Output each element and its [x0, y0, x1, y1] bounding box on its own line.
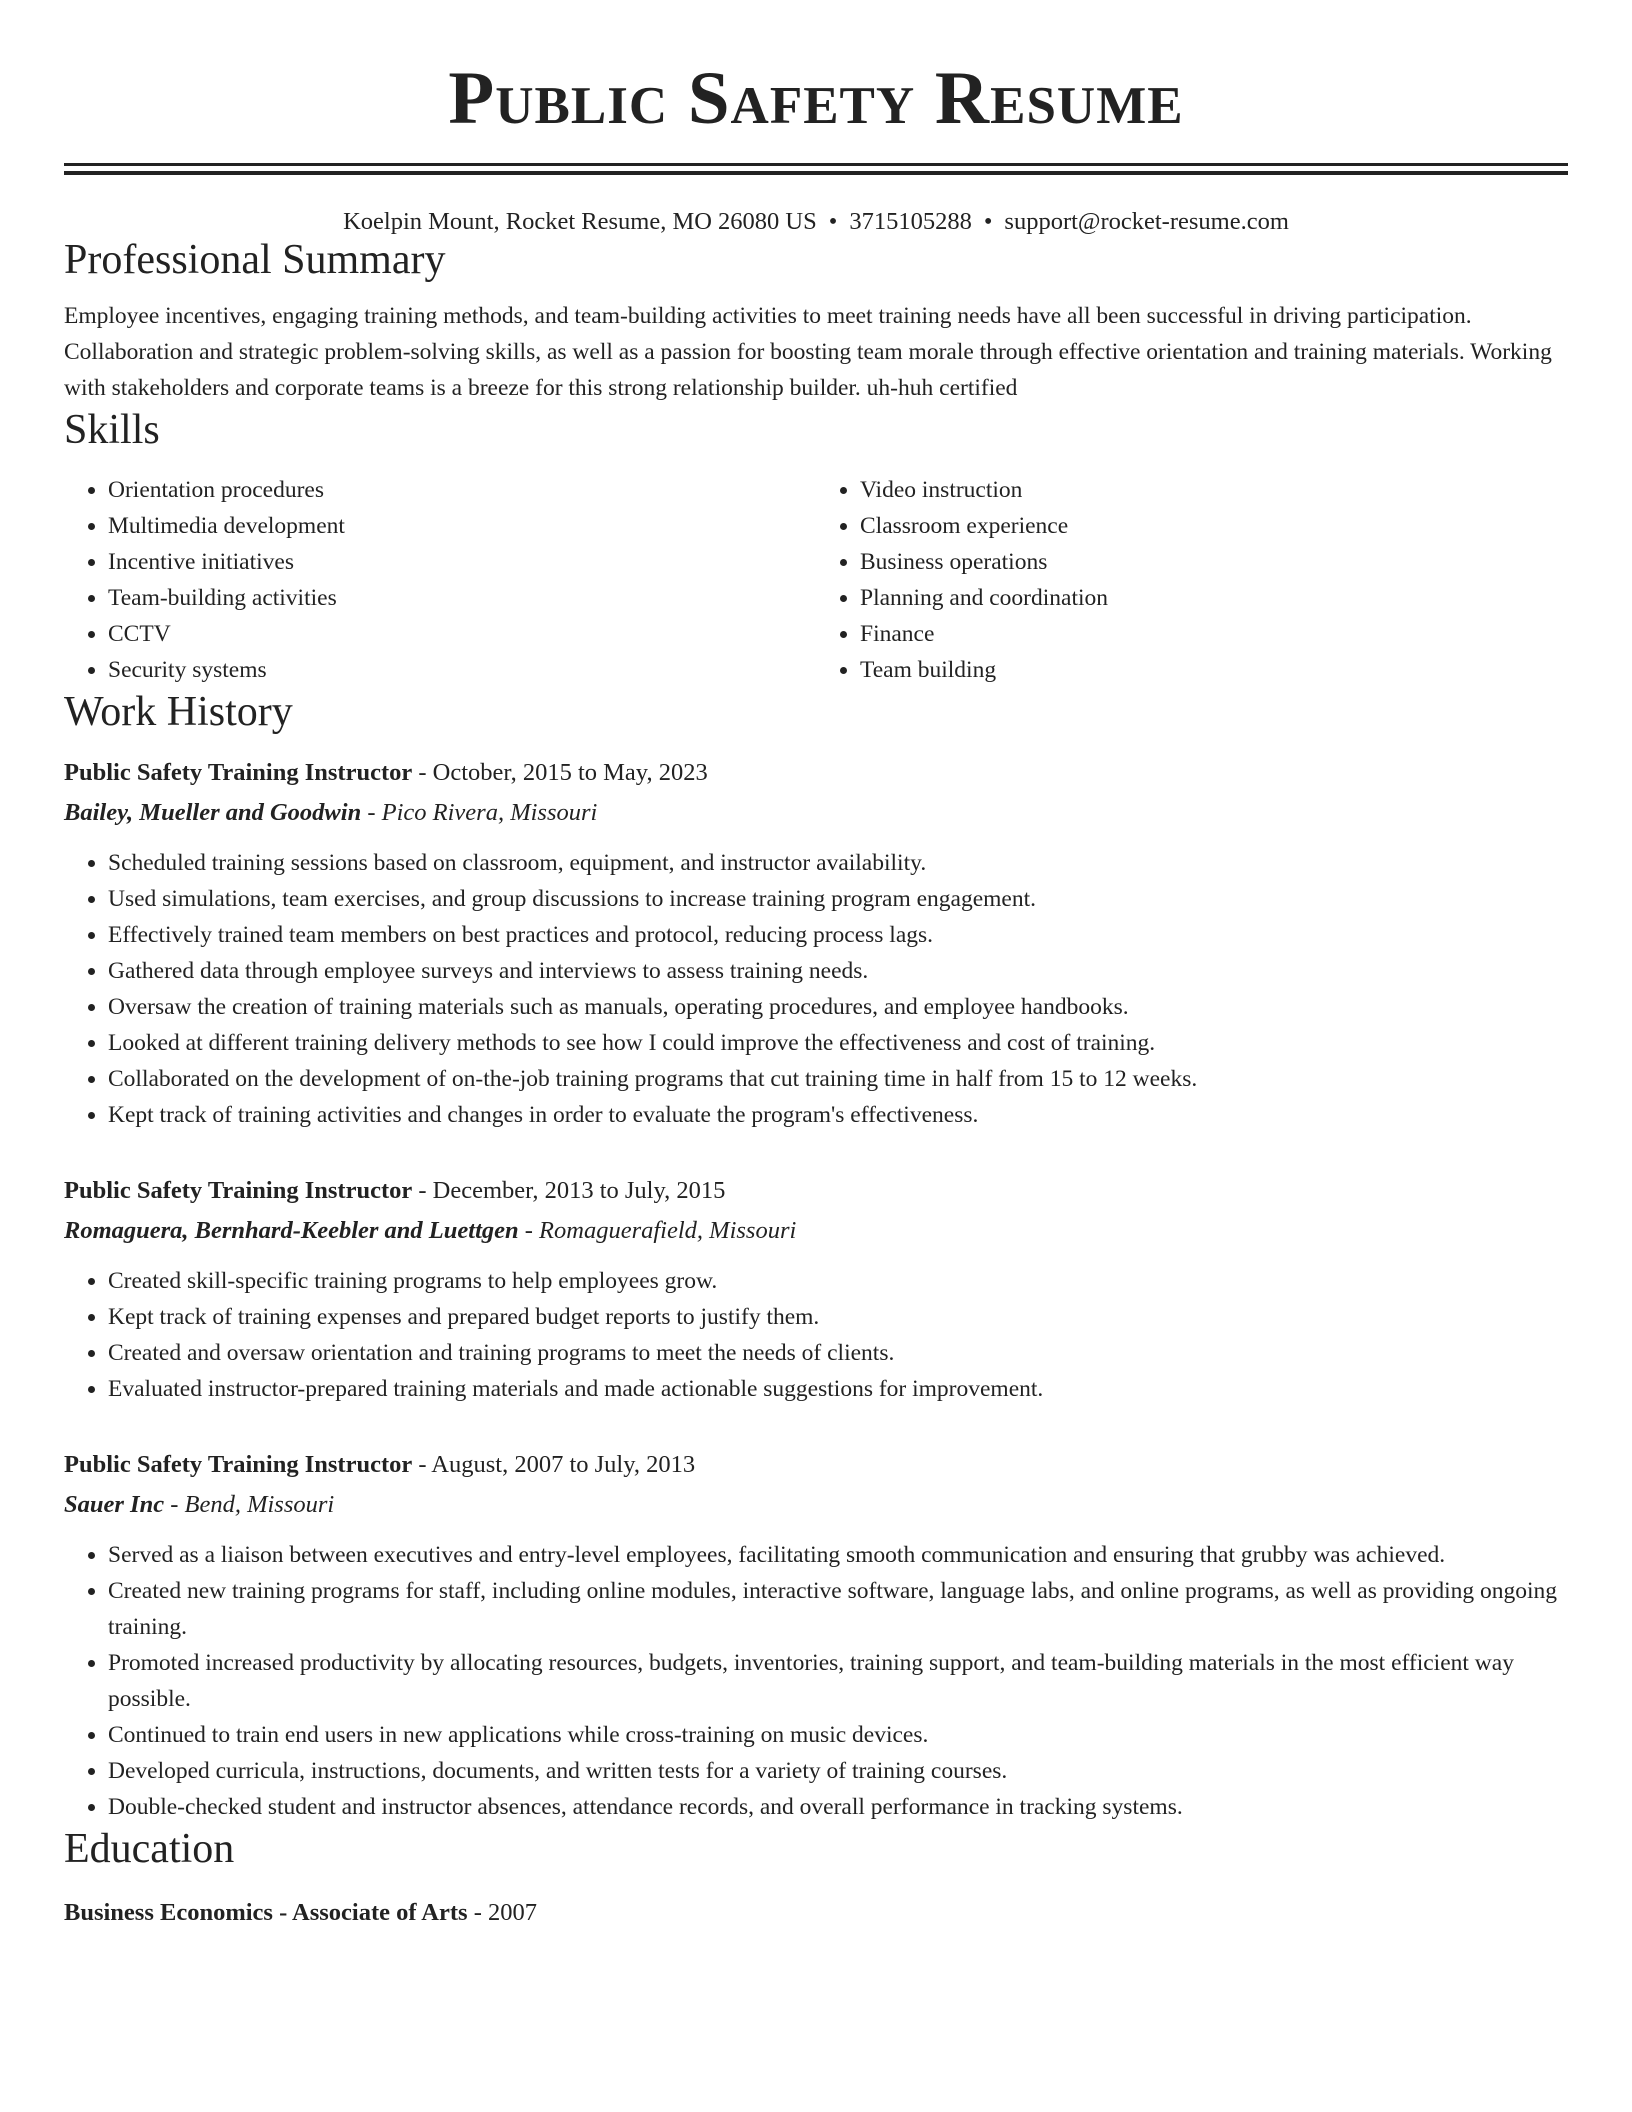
contact-address: Koelpin Mount, Rocket Resume, MO 26080 US: [343, 207, 817, 235]
job-company: Romaguera, Bernhard-Keebler and Luettgen: [64, 1216, 519, 1244]
job-bullet: • Created new training programs for staff, including online modules, interactive software, language labs, and online programs, as well as providing ongoing training.: [108, 1573, 1568, 1645]
work-history-heading: Work History: [64, 689, 293, 736]
job-bullet: • Double-checked student and instructor absences, attendance records, and overall performance in tracking systems.: [108, 1789, 1568, 1825]
job-company: Bailey, Mueller and Goodwin: [64, 798, 362, 826]
job-bullet: • Continued to train end users in new applications while cross-training on music devices.: [108, 1717, 1568, 1753]
job-bullet: • Served as a liaison between executives and entry-level employees, facilitating smooth communication and ensuring that grubby was achieved.: [108, 1537, 1568, 1573]
skill-item: • Security systems: [108, 652, 816, 688]
education-heading: Education: [64, 1825, 235, 1872]
job-dates: - December, 2013 to July, 2015: [412, 1176, 726, 1204]
job-bullet: • Developed curricula, instructions, documents, and written tests for a variety of training courses.: [108, 1753, 1568, 1789]
job-title-line: [64, 1173, 1568, 1209]
skills-list-right: [816, 472, 1568, 688]
skills-list-left: [64, 472, 816, 688]
job-title-line: [64, 755, 1568, 791]
job-company-line: [64, 1487, 1568, 1523]
job-dates: - October, 2015 to May, 2023: [412, 758, 708, 786]
job-bullet: • Used simulations, team exercises, and group discussions to increase training program engagement.: [108, 881, 1568, 917]
education-degree: Business Economics - Associate of Arts: [64, 1899, 468, 1927]
title-divider: [64, 163, 1568, 175]
skills-heading: Skills: [64, 407, 160, 454]
job-title: Public Safety Training Instructor: [64, 1450, 413, 1478]
job-bullet: • Effectively trained team members on best practices and protocol, reducing process lags.: [108, 917, 1568, 953]
job-entry: [64, 1447, 1568, 1825]
job-bullets: [64, 845, 1568, 1133]
job-location: - Bend, Missouri: [164, 1490, 335, 1518]
job-company: Sauer Inc: [64, 1490, 165, 1518]
job-bullets: [64, 1263, 1568, 1407]
contact-phone: 3715105288: [849, 207, 972, 235]
skill-item: • Incentive initiatives: [108, 544, 816, 580]
resume-title: Public Safety Resume: [448, 57, 1184, 140]
skill-item: • Finance: [860, 616, 1568, 652]
job-bullet: • Looked at different training delivery methods to see how I could improve the effectiveness and cost of training.: [108, 1025, 1568, 1061]
skill-item: • Orientation procedures: [108, 472, 816, 508]
job-title-line: [64, 1447, 1568, 1483]
job-company-line: [64, 1213, 1568, 1249]
job-bullet: • Evaluated instructor-prepared training materials and made actionable suggestions for improvement.: [108, 1371, 1568, 1407]
contact-separator: •: [983, 207, 993, 235]
job-dates: - August, 2007 to July, 2013: [412, 1450, 696, 1478]
skill-item: • Classroom experience: [860, 508, 1568, 544]
education-year: - 2007: [467, 1899, 537, 1927]
job-bullet: • Kept track of training expenses and prepared budget reports to justify them.: [108, 1299, 1568, 1335]
job-entry: [64, 1173, 1568, 1407]
job-location: - Pico Rivera, Missouri: [361, 798, 598, 826]
contact-line: [64, 207, 1568, 236]
job-entry: [64, 755, 1568, 1133]
job-bullets: [64, 1537, 1568, 1825]
skill-item: • Multimedia development: [108, 508, 816, 544]
job-bullet: • Gathered data through employee surveys and interviews to assess training needs.: [108, 953, 1568, 989]
summary-heading: Professional Summary: [64, 236, 446, 283]
skill-item: • Team building: [860, 652, 1568, 688]
contact-email: support@rocket-resume.com: [1004, 207, 1289, 235]
job-bullet: • Collaborated on the development of on-the-job training programs that cut training time in half from 15 to 12 weeks.: [108, 1061, 1568, 1097]
job-title: Public Safety Training Instructor: [64, 758, 413, 786]
job-bullet: • Kept track of training activities and changes in order to evaluate the program's effectiveness.: [108, 1097, 1568, 1133]
job-bullet: • Scheduled training sessions based on classroom, equipment, and instructor availability.: [108, 845, 1568, 881]
skill-item: • Team-building activities: [108, 580, 816, 616]
contact-separator: •: [828, 207, 838, 235]
skills-columns: [64, 472, 1568, 688]
skill-item: • Business operations: [860, 544, 1568, 580]
job-bullet: • Promoted increased productivity by allocating resources, budgets, inventories, training support, and team-building materials in the most efficient way possible.: [108, 1645, 1568, 1717]
job-bullet: • Oversaw the creation of training materials such as manuals, operating procedures, and employee handbooks.: [108, 989, 1568, 1025]
job-bullet: • Created skill-specific training programs to help employees grow.: [108, 1263, 1568, 1299]
job-title: Public Safety Training Instructor: [64, 1176, 413, 1204]
skill-item: • CCTV: [108, 616, 816, 652]
education-entry: [64, 1895, 1568, 1931]
summary-text: Employee incentives, engaging training methods, and team-building activities to meet training needs have all been successful in driving participation. Collaboration and strategic problem-solving skills, as well as a passion for boosting team morale through effective orientation and training materials. Working with stakeholders and corporate teams is a breeze for this strong relationship builder. uh-huh certified: [64, 303, 1552, 402]
job-company-line: [64, 795, 1568, 831]
job-location: - Romaguerafield, Missouri: [518, 1216, 797, 1244]
skill-item: • Video instruction: [860, 472, 1568, 508]
skill-item: • Planning and coordination: [860, 580, 1568, 616]
job-bullet: • Created and oversaw orientation and training programs to meet the needs of clients.: [108, 1335, 1568, 1371]
